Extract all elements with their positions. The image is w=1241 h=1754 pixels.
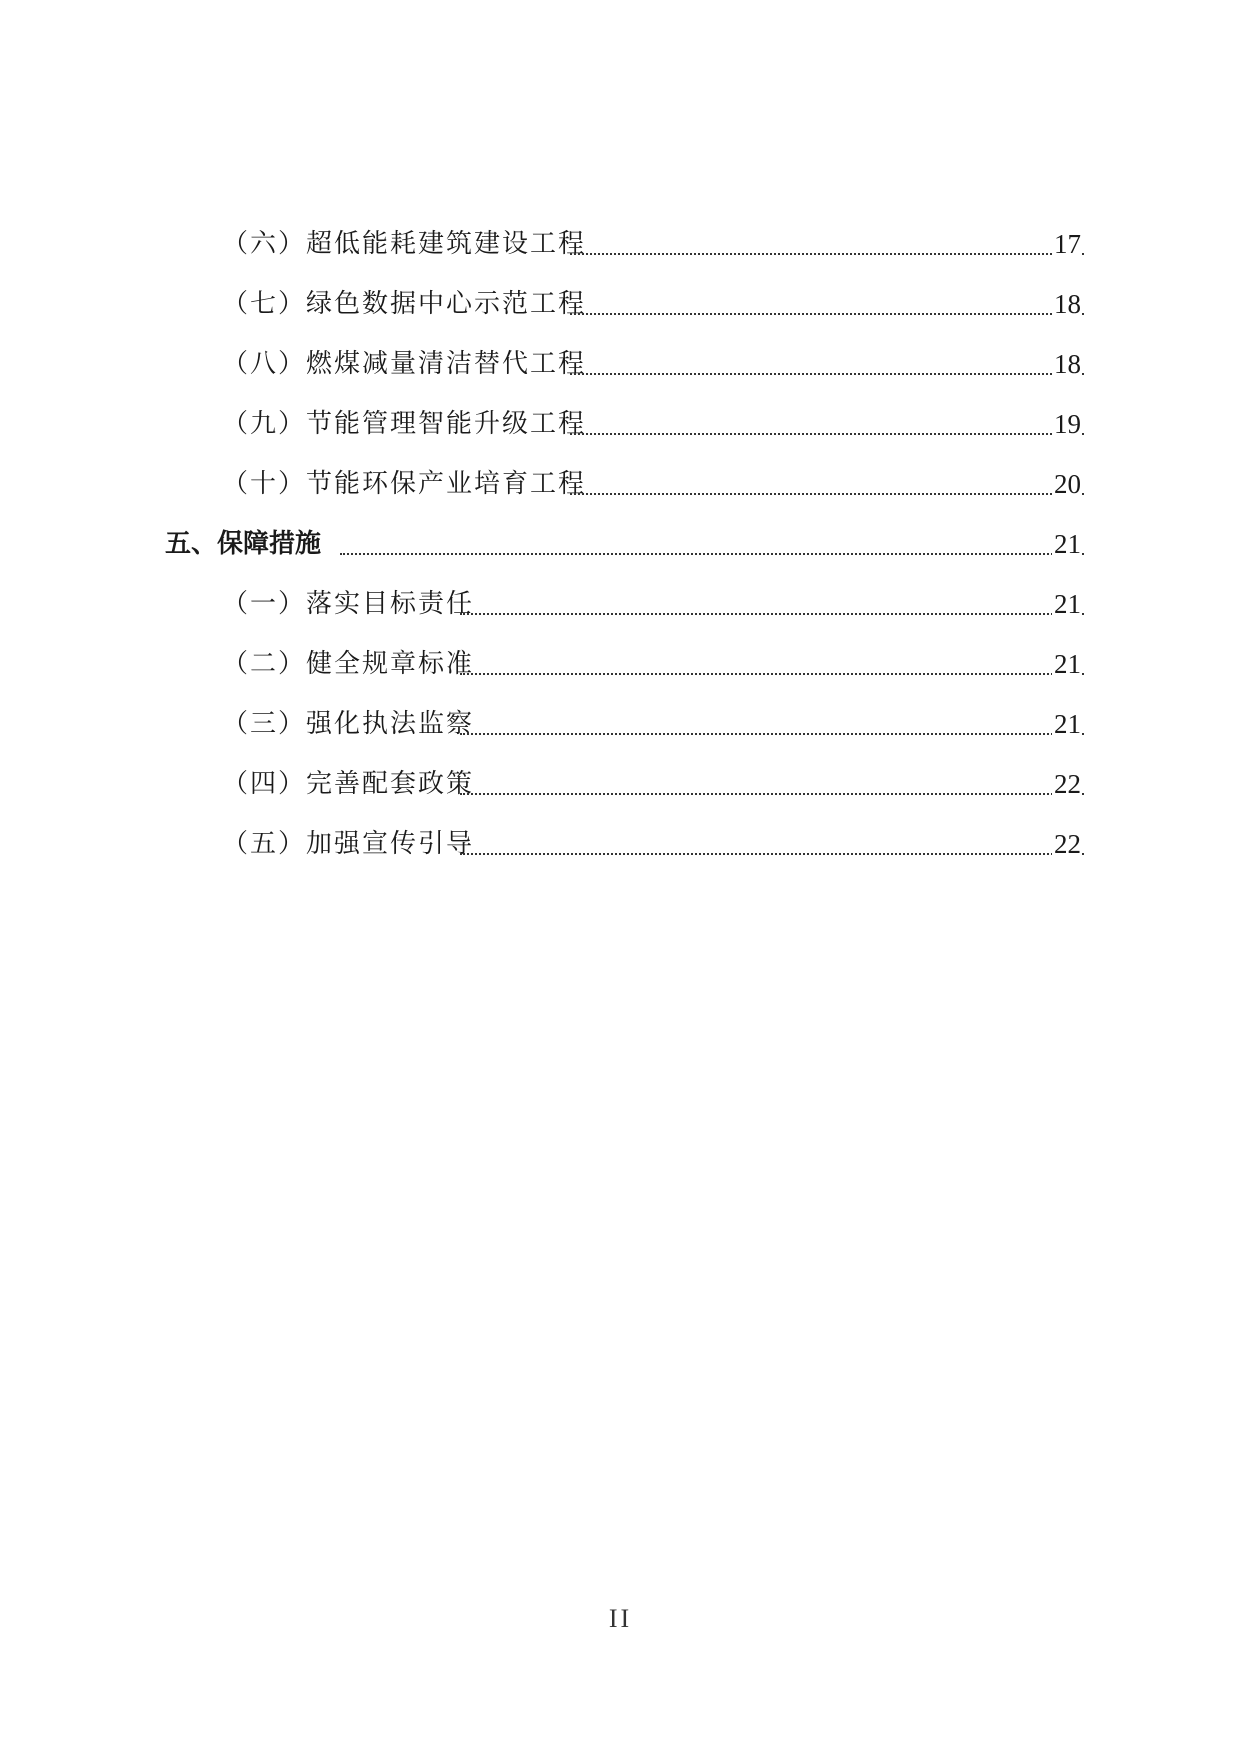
toc-entry-section[interactable]: [0, 524, 1241, 564]
dot-leader: [460, 853, 1084, 855]
toc-entry-page: 19: [1052, 404, 1081, 444]
dot-leader: [340, 553, 1084, 555]
toc-entry-label: （九）节能管理智能升级工程: [222, 404, 588, 444]
toc-entry[interactable]: [0, 404, 1241, 444]
toc-entry-page: 17: [1052, 224, 1081, 264]
toc-entry-page: 22: [1052, 764, 1081, 804]
toc-entry-label: （十）节能环保产业培育工程: [222, 464, 588, 504]
toc-entry-page: 21: [1052, 644, 1081, 684]
toc-entry[interactable]: [0, 644, 1241, 684]
toc-entry-label: 五、保障措施: [165, 524, 323, 564]
dot-leader: [570, 253, 1084, 255]
toc-entry-page: 18: [1052, 344, 1081, 384]
dot-leader: [460, 673, 1084, 675]
page-number: II: [608, 1604, 633, 1633]
toc-entry[interactable]: [0, 584, 1241, 624]
toc-entry[interactable]: [0, 704, 1241, 744]
dot-leader: [570, 493, 1084, 495]
toc-entry-page: 20: [1052, 464, 1081, 504]
dot-leader: [460, 793, 1084, 795]
toc-entry-label: （二）健全规章标准: [222, 644, 476, 684]
toc-entry-page: 18: [1052, 284, 1081, 324]
toc-entry[interactable]: [0, 284, 1241, 324]
toc-entry-label: （一）落实目标责任: [222, 584, 476, 624]
toc-entry-page: 21: [1052, 704, 1081, 744]
toc-entry[interactable]: [0, 344, 1241, 384]
dot-leader: [570, 433, 1084, 435]
toc-entry-label: （四）完善配套政策: [222, 764, 476, 804]
toc-entry[interactable]: [0, 464, 1241, 504]
dot-leader: [570, 373, 1084, 375]
toc-entry[interactable]: [0, 824, 1241, 864]
toc-entry-label: （六）超低能耗建筑建设工程: [222, 224, 588, 264]
toc-entry-page: 22: [1052, 824, 1081, 864]
toc-entry-label: （七）绿色数据中心示范工程: [222, 284, 588, 324]
toc-entry-label: （八）燃煤减量清洁替代工程: [222, 344, 588, 384]
toc-entry-page: 21: [1052, 584, 1081, 624]
toc-entry-page: 21: [1052, 524, 1081, 564]
dot-leader: [570, 313, 1084, 315]
dot-leader: [460, 613, 1084, 615]
toc-entry-label: （三）强化执法监察: [222, 704, 476, 744]
dot-leader: [460, 733, 1084, 735]
toc-entry[interactable]: [0, 764, 1241, 804]
toc-entry[interactable]: [0, 224, 1241, 264]
toc-entry-label: （五）加强宣传引导: [222, 824, 476, 864]
